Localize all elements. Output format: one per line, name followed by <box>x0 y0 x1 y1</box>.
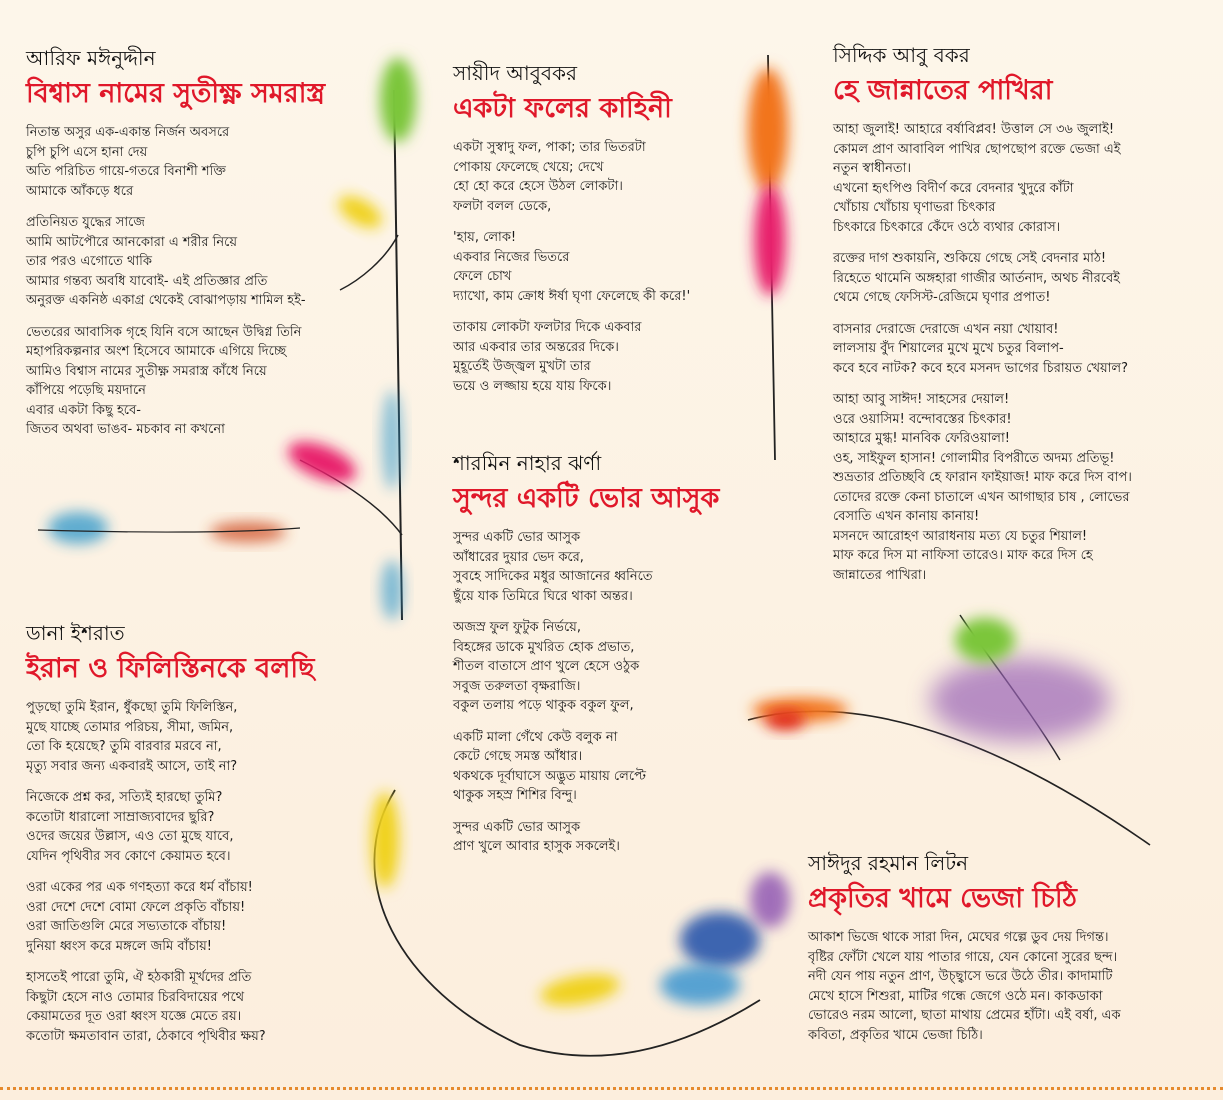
poem-line: নিজেকে প্রশ্ন কর, সত্যিই হারছো তুমি? <box>26 790 223 805</box>
poem-line: মুহূর্তেই উজ্জ্বল মুখটা তার <box>453 359 591 374</box>
poem-line: মৃত্যু সবার জন্য একবারই আসে, তাই না? <box>26 758 238 774</box>
poem-line: বিহঙ্গের ডাকে মুখরিত হোক প্রভাত, <box>453 639 635 655</box>
stanza <box>453 228 753 306</box>
poem-line: ওহ, সাইফুল হাসান! গোলামীর বিপরীতে অদম্য প্রতিভূ! <box>833 450 1115 466</box>
poem-line: রিহেতে থামেনি অঙ্গহারা গাজীর আর্তনাদ, অথচ নীরবেই <box>833 270 1120 286</box>
poem-line: প্রতিনিয়ত যুদ্ধের সাজে <box>26 215 145 230</box>
stanza <box>26 878 386 956</box>
poem-title: হে জান্নাতের পাখিরা <box>833 75 1053 106</box>
stanza <box>453 728 753 806</box>
stanza <box>26 698 386 776</box>
poem-line: কাঁপিয়ে পড়েছি ময়দানে <box>26 383 146 398</box>
poem-body <box>26 123 386 440</box>
poem-author: শারমিন নাহার ঝর্ণা <box>453 451 602 475</box>
poem-line: বেসাতি এখন কানায় কানায়! <box>833 509 980 524</box>
poem-line: ভোরেও নরম আলো, ছাতা মাথায় প্রেমের হাঁটা। এই বর্ষা, এক <box>808 1008 1121 1023</box>
poem-line: কতোটা ধারালো সাম্রাজ্যবাদের ছুরি? <box>26 809 215 825</box>
bottom-dotted-rule <box>0 1087 1223 1090</box>
poem-line: তার পরও এগোতে থাকি <box>26 254 152 269</box>
poem-line: সুন্দর একটি ভোর আসুক <box>453 530 581 545</box>
poem-line: ওরা দেশে দেশে বোমা ফেলে প্রকৃতি বাঁচায়! <box>26 899 246 915</box>
poem-line: আহা জুলাই! আহারে বর্ষাবিপ্লব! উত্তাল সে ৩৬ জুলাই! <box>833 122 1115 137</box>
poem-siddik <box>833 42 1213 597</box>
stanza <box>453 318 753 396</box>
poem-line: নতুন স্বাধীনতা। <box>833 161 912 176</box>
poem-line: তো কি হয়েছে? তুমি বারবার মরবে না, <box>26 739 222 754</box>
poem-line: মসনদে আরোহণ আরাধনায় মত্য যে চতুর শিয়াল! <box>833 528 1088 544</box>
poem-line: কেয়ামতের দূত ওরা ধ্বংস যজ্ঞে মেতে রয়। <box>26 1009 242 1024</box>
poem-line: খোঁচায় খোঁচায় ঘৃণাভরা চিৎকার <box>833 200 996 215</box>
poem-line: মেখে হাসে শিশুরা, মাটির গন্ধে জেগে ওঠে মন। কাকডাকা <box>808 988 1103 1004</box>
poem-line: দ্যাখো, কাম ক্রোধ ঈর্ষা ঘৃণা ফেলেছে কী করে!' <box>453 288 691 304</box>
stanza <box>453 138 753 216</box>
poem-line: ওরে ওয়াসিম! বন্দোবস্তের চিৎকার! <box>833 411 1012 427</box>
poem-line: জান্নাতের পাখিরা। <box>833 567 927 583</box>
poem-line: জিতব অথবা ভাঙব- মচকাব না কখনো <box>26 422 225 437</box>
poem-dana <box>26 620 386 1058</box>
poem-sharmin <box>453 450 753 869</box>
poem-line: আহারে মুগ্ধ! মানবিক ফেরিওয়ালা! <box>833 431 1010 446</box>
poem-author: ডানা ইশরাত <box>26 621 125 645</box>
poem-line: কবিতা, প্রকৃতির খামে ভেজা চিঠি। <box>808 1027 983 1043</box>
poem-line: থেমে গেছে ফেসিস্ট-রেজিমে ঘৃণার প্রপাত! <box>833 290 1051 305</box>
stanza <box>26 123 386 201</box>
poem-line: একবার নিজের ভিতরে <box>453 249 570 265</box>
poem-line: থাকুক সহস্র শিশির বিন্দু। <box>453 788 577 803</box>
stanza <box>26 213 386 311</box>
poem-saidur <box>808 850 1213 1057</box>
poem-line: অজস্র ফুল ফুটুক নির্ভয়ে, <box>453 620 581 635</box>
stanza <box>26 323 386 440</box>
stanza <box>833 390 1213 585</box>
stanza <box>26 968 386 1046</box>
poem-line: লালসায় বুঁদ শিয়ালের মুখে মুখে চতুর বিলাপ- <box>833 341 1064 356</box>
poem-line: যেদিন পৃথিবীর সব কোণে কেয়ামত হবে। <box>26 848 231 864</box>
poem-author: সায়ীদ আবুবকর <box>453 61 577 85</box>
poem-line: ওরা জাতিগুলি মেরে সভ্যতাকে বাঁচায়! <box>26 919 227 934</box>
poem-line: পোকায় ফেলেছে খেয়ে; দেখে <box>453 159 604 175</box>
poem-line: মহাপরিকল্পনার অংশ হিসেবে আমাকে এগিয়ে দিচ্ছে <box>26 344 287 359</box>
poem-author: সিদ্দিক আবু বকর <box>833 43 970 67</box>
poem-line: এবার একটা কিছু হবে- <box>26 402 141 418</box>
stanza <box>833 249 1213 308</box>
poem-title: বিশ্বাস নামের সুতীক্ষ্ণ সমরাস্ত্র <box>26 78 326 109</box>
poem-line: হো হো করে হেসে উঠল লোকটা। <box>453 179 623 194</box>
poem-line: কোমল প্রাণ আবাবিল পাখির ছোপছোপ রক্তে ভেজা এই <box>833 141 1121 157</box>
poem-line: শুভ্রতার প্রতিচ্ছবি হে ফারান ফাইয়াজ! মাফ করে দিস বাপ। <box>833 470 1132 485</box>
poem-line: তোদের রক্তে কেনা চাতালে এখন আগাছার চাষ , লোভের <box>833 489 1130 505</box>
poem-line: কতোটা ক্ষমতাবান তারা, ঠেকাবে পৃথিবীর ক্ষয়? <box>26 1028 266 1044</box>
poem-line: সবুজ তরুলতা বৃক্ষরাজি। <box>453 678 581 694</box>
poem-line: কিছুটা হেসে নাও তোমার চিরবিদায়ের পথে <box>26 989 245 1005</box>
poem-line: 'হায়, লোক! <box>453 230 517 245</box>
stanza <box>26 788 386 866</box>
poem-line: আমিও বিশ্বাস নামের সুতীক্ষ্ণ সমরাস্ত্র কাঁধে নিয়ে <box>26 363 267 379</box>
poem-body <box>26 698 386 1046</box>
feather-center-top <box>748 55 788 460</box>
poem-line: আকাশ ভিজে থাকে সারা দিন, মেঘের গল্পে ডুব দেয় দিগন্ত। <box>808 930 1109 945</box>
stanza <box>833 320 1213 379</box>
poem-line: চুপি চুপি এসে হানা দেয় <box>26 144 148 160</box>
poem-line: ওরা একের পর এক গণহত্যা করে ধর্ম বাঁচায়! <box>26 880 253 895</box>
poem-line: ফলটা বলল ডেকে, <box>453 198 552 214</box>
poem-sayid <box>453 60 753 408</box>
poem-line: অতি পরিচিত গায়ে-গতরে বিনাশী শক্তি <box>26 164 226 179</box>
poem-title: ইরান ও ফিলিস্তিনকে বলছি <box>26 653 315 684</box>
poem-line: ভয়ে ও লজ্জায় হয়ে যায় ফিকে। <box>453 378 612 394</box>
poem-line: রক্তের দাগ শুকায়নি, শুকিয়ে গেছে সেই বেদনার মাঠ! <box>833 251 1107 266</box>
poem-line: একটা সুস্বাদু ফল, পাকা; তার ভিতরটা <box>453 140 646 155</box>
stanza <box>833 120 1213 237</box>
poem-line: প্রাণ খুলে আবার হাসুক সকলেই। <box>453 839 620 854</box>
poem-line: বকুল তলায় পড়ে থাকুক বকুল ফুল, <box>453 698 634 713</box>
poem-line: হাসতেই পারো তুমি, ঐ হঠকারী মূর্খদের প্রতি <box>26 970 252 985</box>
poem-line: নদী যেন পায় নতুন প্রাণ, উচ্ছ্বাসে ভরে উঠে তীর। কাদামাটি <box>808 969 1113 984</box>
stanza <box>453 528 753 606</box>
poem-body <box>808 928 1213 1045</box>
poem-line: থকথকে দূর্বাঘাসে অদ্ভুত মায়ায় লেপ্টে <box>453 768 646 784</box>
stanza <box>453 618 753 716</box>
poem-line: ওদের জয়ের উল্লাস, এও তো মুছে যাবে, <box>26 829 234 844</box>
poem-line: ছুঁয়ে যাক তিমিরে ঘিরে থাকা অন্তর। <box>453 588 633 604</box>
poem-author: সাঈদুর রহমান লিটন <box>808 851 969 875</box>
poem-title: সুন্দর একটি ভোর আসুক <box>453 483 720 514</box>
poem-line: নিতান্ত অসুর এক-একান্ত নির্জন অবসরে <box>26 125 230 140</box>
poem-body <box>453 528 753 857</box>
poem-line: একটি মালা গেঁথে কেউ বলুক না <box>453 729 618 745</box>
poem-line: অনুরক্ত একনিষ্ঠ একাগ্র থেকেই বোঝাপড়ায় শামিল হই- <box>26 293 306 308</box>
poem-line: বৃষ্টির ফোঁটা খেলে যায় পাতার গায়ে, যেন কোনো সুরের ছন্দ। <box>808 949 1118 965</box>
poem-line: বাসনার দেরাজে দেরাজে এখন নয়া খোয়াব! <box>833 321 1059 337</box>
poem-line: কবে হবে নাটক? কবে হবে মসনদ ভাগের চিরায়ত খেয়াল? <box>833 360 1128 376</box>
poem-line: আমার গন্তব্য অবধি যাবোই- এই প্রতিজ্ঞার প্রতি <box>26 273 268 289</box>
poem-title: একটা ফলের কাহিনী <box>453 93 672 124</box>
poem-line: চিৎকারে চিৎকারে কেঁদে ওঠে ব্যথার কোরাস। <box>833 219 1061 235</box>
poem-line: আহা আবু সাঈদ! সাহসের দেয়াল! <box>833 392 1010 407</box>
stanza <box>808 928 1213 1045</box>
poem-line: মুছে যাচ্ছে তোমার পরিচয়, সীমা, জমিন, <box>26 719 234 735</box>
poem-arif <box>26 45 386 452</box>
poem-line: তাকায় লোকটা ফলটার দিকে একবার <box>453 320 642 335</box>
poem-body <box>453 138 753 396</box>
poem-line: শীতল বাতাসে প্রাণ খুলে হেসে ওঠুক <box>453 659 640 674</box>
poem-line: দুনিয়া ধ্বংস করে মঙ্গলে জমি বাঁচায়! <box>26 938 212 954</box>
feather-right-purple <box>748 615 1150 845</box>
poem-line: এখনো হৃৎপিণ্ড বিদীর্ণ করে বেদনার খুদুরে কাঁটা <box>833 180 1074 196</box>
poem-line: ভেতরের আবাসিক গৃহে যিনি বসে আছেন উদ্বিগ্ন তিনি <box>26 324 302 340</box>
poem-body <box>833 120 1213 585</box>
stanza <box>453 818 753 857</box>
poem-line: আর একবার তার অন্তরের দিকে। <box>453 339 619 355</box>
poem-title: প্রকৃতির খামে ভেজা চিঠি <box>808 883 1077 914</box>
poem-line: আমাকে আঁকড়ে ধরে <box>26 183 134 199</box>
poem-line: মাফ করে দিস মা নাফিসা তারেও। মাফ করে দিস হে <box>833 548 1093 563</box>
poem-line: সুবহে সাদিকের মধুর আজানের ধ্বনিতে <box>453 569 653 584</box>
poem-line: ফেলে চোখ <box>453 269 512 284</box>
poem-line: আঁধারের দুয়ার ভেদ করে, <box>453 549 584 565</box>
poem-author: আরিফ মঈনুদ্দীন <box>26 46 156 70</box>
poem-line: পুড়ছো তুমি ইরান, ধুঁকছো তুমি ফিলিস্তিন, <box>26 700 238 715</box>
poem-line: সুন্দর একটি ভোর আসুক <box>453 819 581 835</box>
poem-line: আমি আটপৌরে আনকোরা এ শরীর নিয়ে <box>26 234 238 250</box>
poem-line: কেটে গেছে সমস্ত আঁধার। <box>453 749 583 764</box>
